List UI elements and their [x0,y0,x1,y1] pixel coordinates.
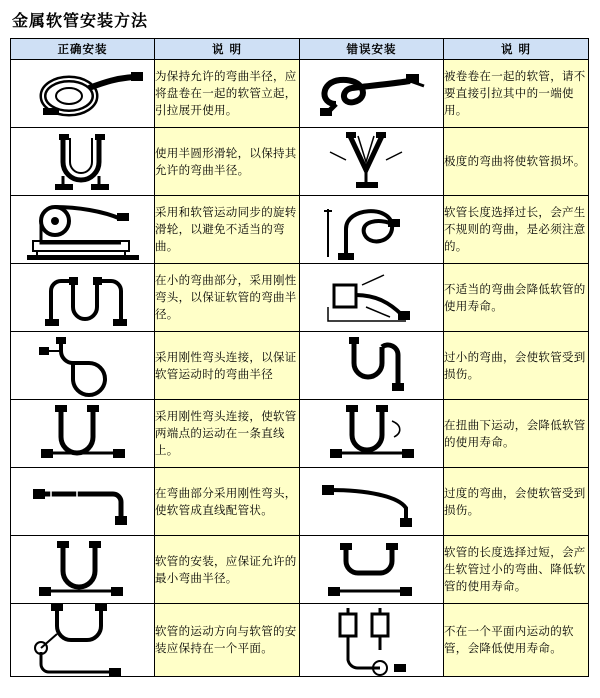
figure-rigid-elbow-connection-u-bend-icon [11,332,155,400]
description-text: 极度的弯曲将使软管损坏。 [444,128,589,196]
figure-hose-too-long-irregular-bend-icon [300,196,444,264]
hose-diagram [11,604,154,676]
description-text: 被卷卷在一起的软管，请不要直接引拉其中的一端使用。 [444,60,589,128]
description-text: 为保持允许的弯曲半径，应将盘卷在一起的软管立起，引拉展开使用。 [155,60,300,128]
table-row [11,400,589,468]
hose-diagram [11,403,154,465]
figure-hose-twisting-motion-icon [300,400,444,468]
page-title: 金属软管安装方法 [12,11,149,30]
figure-hose-installed-min-bend-radius-icon [11,536,155,604]
figure-excessive-bending-damage-icon [300,468,444,536]
figure-hose-over-semicircular-sheave-icon [11,128,155,196]
hose-installation-table [10,38,589,677]
hose-diagram [300,132,443,192]
hose-diagram [11,267,154,329]
description-text: 在小的弯曲部分，采用刚性弯头，以保证软管的弯曲半径。 [155,264,300,332]
hose-diagram [300,539,443,601]
hose-diagram [300,604,443,676]
figure-rigid-elbow-straight-pipe-layout-icon [11,468,155,536]
hose-diagram [300,267,443,329]
description-text: 过度的弯曲，会使软管受到损伤。 [444,468,589,536]
column-header-correct-desc: 说 明 [155,39,300,60]
figure-too-small-bend-radius-damage-icon [300,332,444,400]
hose-diagram [11,474,154,530]
description-text: 软管的长度选择过短，会产生软管过小的弯曲、降低软管的使用寿命。 [444,536,589,604]
hose-diagram [11,539,154,601]
description-text: 软管的运动方向与软管的安装应保持在一个平面。 [155,604,300,677]
column-header-wrong-install: 错误安装 [300,39,444,60]
description-text: 采用刚性弯头连接，以保证软管运动时的弯曲半径 [155,332,300,400]
table-header-row [11,39,589,60]
hose-diagram [11,64,154,124]
table-row [11,536,589,604]
table-row [11,196,589,264]
figure-improper-bend-shortens-life-icon [300,264,444,332]
description-text: 在弯曲部分采用刚性弯头，使软管成直线配管状。 [155,468,300,536]
table-row [11,604,589,677]
figure-hose-motion-out-of-plane-icon [300,604,444,677]
figure-rigid-elbow-at-small-bend-icon [11,264,155,332]
column-header-correct-install: 正确安装 [11,39,155,60]
description-text: 软管的安装，应保证允许的最小弯曲半径。 [155,536,300,604]
table-row [11,468,589,536]
table-row [11,332,589,400]
figure-coiled-hose-standing-upright-icon [11,60,155,128]
figure-rigid-elbows-both-ends-straight-line-icon [11,400,155,468]
table-row [11,264,589,332]
hose-diagram [11,335,154,397]
description-text: 不适当的弯曲会降低软管的使用寿命。 [444,264,589,332]
hose-diagram [300,199,443,261]
figure-hose-bent-sharply-at-point-icon [300,128,444,196]
figure-hose-with-synchronized-rotating-pulley-icon [11,196,155,264]
hose-diagram [11,132,154,192]
table-row [11,60,589,128]
hose-diagram [300,403,443,465]
column-header-wrong-desc: 说 明 [444,39,589,60]
hose-diagram [300,474,443,530]
description-text: 使用半圆形滑轮，以保持其允许的弯曲半径。 [155,128,300,196]
description-text: 不在一个平面内运动的软管，会降低使用寿命。 [444,604,589,677]
description-text: 软管长度选择过长，会产生不规则的弯曲，是必须注意的。 [444,196,589,264]
figure-hose-motion-same-plane-as-install-icon [11,604,155,677]
figure-coiled-hose-pulled-from-one-end-icon [300,60,444,128]
description-text: 采用刚性弯头连接，使软管两端点的运动在一条直线上。 [155,400,300,468]
description-text: 过小的弯曲，会使软管受到损伤。 [444,332,589,400]
description-text: 在扭曲下运动，会降低软管的使用寿命。 [444,400,589,468]
figure-hose-too-long-small-bend-icon [300,536,444,604]
description-text: 采用和软管运动同步的旋转滑轮，以避免不适当的弯曲。 [155,196,300,264]
hose-diagram [300,64,443,124]
hose-diagram [300,335,443,397]
hose-diagram [11,199,154,261]
table-row [11,128,589,196]
